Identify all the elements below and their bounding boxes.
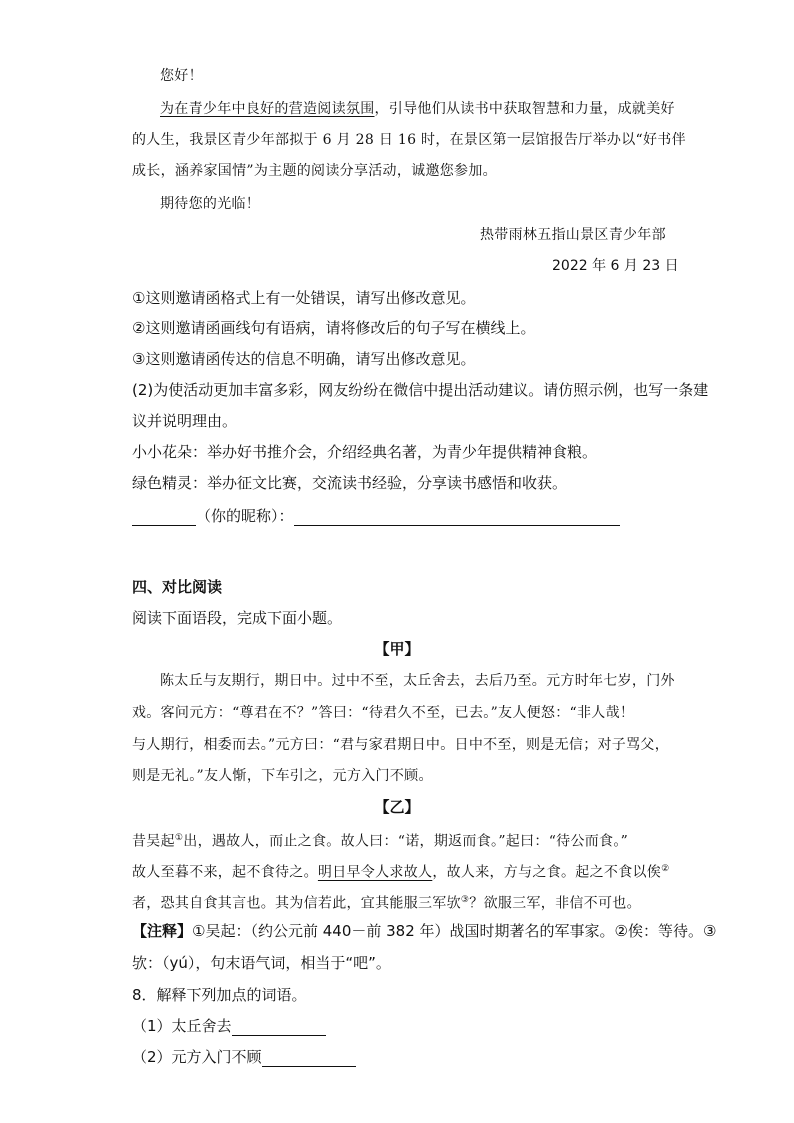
suggestion-blank[interactable] — [294, 509, 620, 526]
letter-paragraph-rest: ，引导他们从读书中获取智慧和力量，成就美好 — [374, 101, 675, 117]
question-4-line1: (2)为使活动更加丰富多彩，网友纷纷在微信中提出活动建议。请仿照示例，也写一条建 — [132, 381, 709, 399]
example-1: 小小花朵：举办好书推介会，介绍经典名著，为青少年提供精神食粮。 — [132, 443, 598, 461]
passage-yi-line3 — [132, 890, 641, 914]
passage-jia-line3: 与人期行，相委而去。”元方曰：“君与家君期日中。日中不至，则是无信；对子骂父， — [132, 737, 670, 753]
passage-yi-line2 — [132, 859, 670, 883]
letter-paragraph-line3: 成长，涵养家国情”为主题的阅读分享活动，诚邀您参加。 — [132, 163, 497, 179]
passage-yi-text: 故人至暮不来，起不食待之。 — [132, 864, 318, 881]
question-1: ①这则邀请函格式上有一处错误，请写出修改意见。 — [132, 289, 476, 307]
section-instruction: 阅读下面语段，完成下面小题。 — [132, 609, 343, 627]
question-8-2-row — [132, 1047, 356, 1067]
passage-yi-text: ，故人来，方与之食。起之不食以俟 — [432, 864, 662, 881]
passage-yi-line1 — [132, 828, 628, 852]
underlined-sentence: 为在青少年中良好的营造阅读氛围 — [160, 101, 375, 117]
nickname-blank[interactable] — [132, 509, 196, 526]
question-8-1-row — [132, 1016, 326, 1036]
footnote-marker: ① — [174, 833, 184, 843]
letter-paragraph-line2: 的人生，我景区青少年部拟于 6 月 28 日 16 时，在景区第一层馆报告厅举办以“好书伴 — [132, 132, 686, 148]
notes-line1 — [132, 921, 716, 941]
question-8: 8．解释下列加点的词语。 — [132, 986, 307, 1004]
notes-label: 【注释】 — [132, 922, 193, 940]
notes-text: ①吴起：（约公元前 440－前 382 年）战国时期著名的军事家。②俟：等待。③ — [192, 922, 717, 940]
footnote-marker: ③ — [460, 895, 470, 905]
underlined-sentence: 明日早令人求故人 — [317, 864, 433, 881]
notes-line2: 欤：（yú），句末语气词，相当于“吧”。 — [132, 954, 391, 972]
passage-jia-title: 【甲】 — [374, 640, 420, 658]
question-4-line2: 议并说明理由。 — [132, 412, 238, 430]
passage-jia-line2: 戏。客问元方：“尊君在不？”答曰：“待君久不至，已去。”友人便怒：“非人哉！ — [132, 705, 635, 721]
letter-date: 2022 年 6 月 23 日 — [552, 258, 679, 274]
answer-blank[interactable] — [232, 1019, 326, 1036]
question-8-1: （1）太丘舍去 — [132, 1017, 232, 1035]
question-2: ②这则邀请函画线句有语病，请将修改后的句子写在横线上。 — [132, 319, 536, 337]
letter-paragraph-line1 — [160, 99, 675, 119]
passage-jia-line1: 陈太丘与友期行，期日中。过中不至，太丘舍去，去后乃至。元方时年七岁，门外 — [160, 673, 675, 689]
question-3: ③这则邀请函传达的信息不明确，请写出修改意见。 — [132, 350, 476, 368]
passage-yi-text: ？欲服三军，非信不可也。 — [469, 895, 641, 912]
nickname-answer-row — [132, 506, 620, 526]
passage-yi-text: 昔吴起 — [132, 833, 175, 850]
letter-signature: 热带雨林五指山景区青少年部 — [480, 227, 666, 243]
nickname-label: （你的昵称）： — [196, 507, 294, 525]
section-heading: 四、对比阅读 — [132, 578, 223, 596]
example-2: 绿色精灵：举办征文比赛，交流读书经验，分享读书感悟和收获。 — [132, 474, 568, 492]
answer-blank[interactable] — [262, 1050, 356, 1067]
footnote-marker: ② — [661, 864, 670, 874]
passage-yi-text: 者，恐其自食其言也。其为信若此，宜其能服三军欤 — [132, 895, 461, 912]
letter-greeting: 您好！ — [160, 68, 203, 84]
passage-yi-title: 【乙】 — [374, 798, 420, 816]
passage-yi-text: 出，遇故人，而止之食。故人曰：“诺，期返而食。”起曰：“待公而食。” — [183, 833, 629, 850]
letter-closing: 期待您的光临！ — [160, 196, 261, 212]
passage-jia-line4: 则是无礼。”友人惭，下车引之，元方入门不顾。 — [132, 768, 433, 784]
question-8-2: （2）元方入门不顾 — [132, 1048, 262, 1066]
